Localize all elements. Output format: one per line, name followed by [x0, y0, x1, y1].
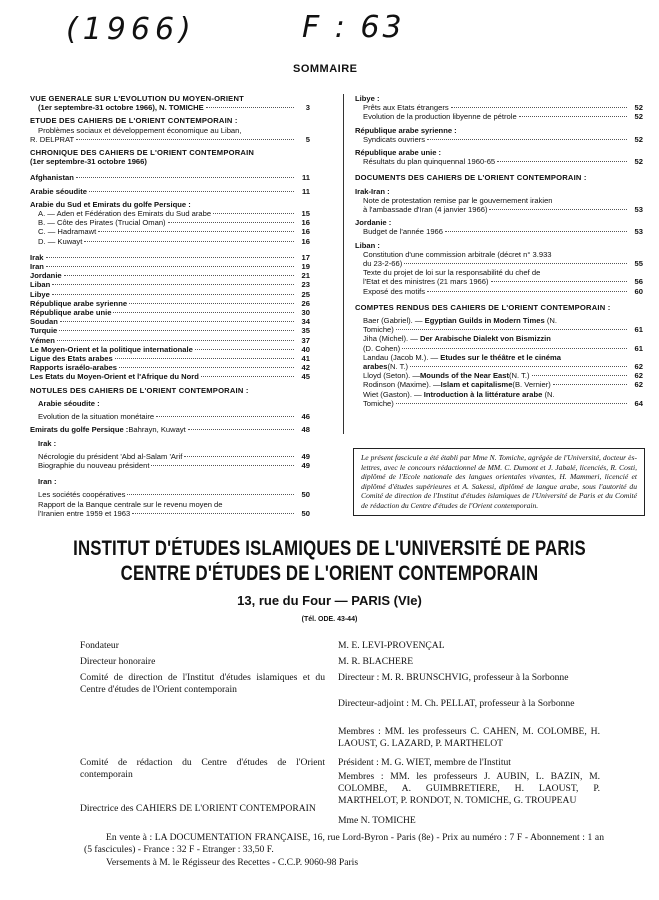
staff-role: Directrice des CAHIERS DE L'ORIENT CONTEMPORAIN [80, 803, 316, 814]
institute-title: INSTITUT D'ÉTUDES ISLAMIQUES DE L'UNIVERSITÉ DE PARIS [73, 537, 586, 560]
toc-entry: Rodinson (Maxime). — Islam et capitalisme (B. Vernier) 62 [363, 380, 643, 390]
etude-line: Problèmes sociaux et développement économique au Liban, [38, 125, 242, 135]
toc-entry: Turquie 35 [30, 326, 310, 336]
staff-name: Membres : MM. les professeurs C. CAHEN, M. COLOMBE, H. LAOUST, G. LAZARD, P. MARTHELOT [338, 726, 600, 750]
institute-telephone: (Tél. ODE. 43-44) [301, 616, 358, 623]
notules-title: NOTULES DES CAHIERS DE L'ORIENT CONTEMPORAIN : [30, 385, 249, 395]
liban-line: Texte du projet de loi sur la responsabilité du chef de [363, 268, 541, 278]
arabie-label: Arabie séoudite : [38, 398, 100, 408]
toc-entry: République arabe syrienne 26 [30, 298, 310, 308]
toc-entry: Iran 19 [30, 262, 310, 272]
toc-entry: (D. Cohen) 61 [363, 343, 643, 353]
jordanie-label: Jordanie : [355, 218, 392, 228]
toc-entry: B. — Côte des Pirates (Trucial Oman) 16 [38, 218, 310, 228]
toc-entry: Liban 23 [30, 280, 310, 290]
toc-entry: République arabe unie 30 [30, 308, 310, 318]
toc-entry: Le Moyen-Orient et la politique internationale 40 [30, 344, 310, 354]
toc-entry: (1er septembre-31 octobre 1966), N. TOMICHE 3 [38, 103, 310, 113]
review-line: Jiha (Michel). — Der Arabische Dialekt von Bismizzin [363, 334, 551, 344]
staff-name: Président : M. G. WIET, membre de l'Institut [338, 757, 511, 768]
iran-label: Iran : [38, 477, 57, 487]
irak-iran-line: Note de protestation remise par le gouvernement irakien [363, 195, 553, 205]
vue-generale-title: VUE GENERALE SUR L'EVOLUTION DU MOYEN-ORIENT [30, 94, 244, 103]
editorial-note-text: Le présent fascicule a été établi par Mme N. Tomiche, agrégée de l'Université, docteur ès-lettres, avec le concours rédactionnel de MM. C. Dumont et J. Jabalé, licenciés, R. Costi, diplômé de l'Ecole nationale des langues orientales vivantes, H. Mammeri, licencié et diplômé d'études supérieures et A. Sakessi, diplômé de langue arabe, sous l'autorité du Comité de direction de l'Institut d'études islamiques de l'Université de Paris et du Comité de rédaction du Centre d'études de l'Orient contemporain. [361, 453, 637, 510]
toc-entry: du 23-2-66) 55 [363, 259, 643, 269]
iran-line: Rapport de la Banque centrale sur le revenu moyen de [38, 499, 223, 509]
toc-entry: C. — Hadramawt 16 [38, 227, 310, 237]
staff-role: Comité de rédaction du Centre d'études de l'Orient contemporain [80, 757, 325, 781]
toc-entry: Tomiche) 61 [363, 325, 643, 335]
staff-role: Comité de direction de l'Institut d'études islamiques et du Centre d'études de l'Orient contemporain [80, 672, 325, 696]
rau-label: République arabe unie : [355, 148, 442, 158]
institute-address: 13, rue du Four — PARIS (VIe) [237, 593, 422, 608]
staff-role: Directeur honoraire [80, 656, 156, 667]
toc-entry: Evolution de la situation monétaire 46 [38, 412, 310, 422]
sommaire-heading: SOMMAIRE [293, 63, 358, 75]
staff-name: M. E. LEVI-PROVENÇAL [338, 640, 445, 651]
toc-entry: Syndicats ouvriers 52 [363, 134, 643, 144]
toc-entry: Résultats du plan quinquennal 1960-65 52 [363, 157, 643, 167]
toc-entry: Yémen 37 [30, 335, 310, 345]
toc-entry: l'Iranien entre 1959 et 1963 50 [38, 508, 310, 518]
comptes-rendus-title: COMPTES RENDUS DES CAHIERS DE L'ORIENT CONTEMPORAIN : [355, 302, 611, 312]
toc-entry: Tomiche) 64 [363, 398, 643, 408]
irak-label: Irak : [38, 438, 57, 448]
review-line: Baer (Gabriel). — Egyptian Guilds in Modern Times (N. [363, 316, 557, 326]
toc-entry: Soudan 34 [30, 317, 310, 327]
irak-iran-label: Irak-Iran : [355, 186, 390, 196]
chronique-dates: (1er septembre-31 octobre 1966) [30, 157, 147, 167]
toc-entry: Budget de l'année 1966 53 [363, 227, 643, 237]
toc-entry: Irak 17 [30, 252, 310, 262]
chronique-title: CHRONIQUE DES CAHIERS DE L'ORIENT CONTEMPORAIN [30, 148, 255, 158]
toc-entry: à l'ambassade d'Iran (4 janvier 1966) 53 [363, 205, 643, 215]
libye-label: Libye : [355, 94, 380, 103]
liban-label: Liban : [355, 240, 380, 250]
toc-entry: Exposé des motifs 60 [363, 286, 643, 296]
toc-entry: Les sociétés coopératives 50 [38, 490, 310, 500]
toc-entry: Evolution de la production libyenne de pétrole 52 [363, 112, 643, 122]
documents-title: DOCUMENTS DES CAHIERS DE L'ORIENT CONTEMPORAIN : [355, 173, 587, 183]
toc-entry: Afghanistan 11 [30, 173, 310, 183]
payment-info: Versements à M. le Régisseur des Recettes - C.C.P. 9060-98 Paris [106, 857, 359, 868]
staff-name: Membres : MM. les professeurs J. AUBIN, L. BAZIN, M. COLOMBE, A. GUIMBRETIERE, H. LAOUST, P. MARTHELOT, P. RONDOT, N. TOMICHE, G. TROUPEAU [338, 771, 600, 807]
toc-entry: Arabie séoudite 11 [30, 186, 310, 196]
handwritten-year: (1966) [66, 12, 196, 47]
toc-entry: Lloyd (Seton). — Mounds of the Near East (N. T.) 62 [363, 371, 643, 381]
etude-title: ETUDE DES CAHIERS DE L'ORIENT CONTEMPORAIN : [30, 116, 238, 126]
toc-entry: Libye 25 [30, 289, 310, 299]
staff-name: M. R. BLACHERE [338, 656, 414, 667]
review-line: Wiet (Gaston). — Introduction à la littérature arabe (N. [363, 389, 555, 399]
toc-entry: D. — Kuwayt 16 [38, 236, 310, 246]
toc-entry: Ligue des Etats arabes 41 [30, 354, 310, 364]
staff-name: Directeur : M. R. BRUNSCHVIG, professeur à la Sorbonne [338, 672, 569, 683]
rep-syrienne-label: République arabe syrienne : [355, 125, 457, 135]
arabie-sud-title: Arabie du Sud et Emirats du golfe Persique : [30, 199, 191, 209]
toc-entry: arabes (N. T.) 62 [363, 362, 643, 372]
toc-entry: A. — Aden et Fédération des Emirats du Sud arabe 15 [38, 209, 310, 219]
toc-entry: Emirats du golfe Persique : Bahrayn, Kuwayt 48 [30, 425, 310, 435]
review-line: Landau (Jacob M.). — Etudes sur le théâtre et le cinéma [363, 352, 561, 362]
staff-name: Directeur-adjoint : M. Ch. PELLAT, professeur à la Sorbonne [338, 698, 575, 709]
liban-line: Constitution d'une commission arbitrale (décret n° 3.933 [363, 249, 552, 259]
sales-info: En vente à : LA DOCUMENTATION FRANÇAISE, 16, rue Lord-Byron - Paris (8e) - Prix au numéro : 7 F - Abonnement : 1 an (5 fascicules) - France : 32 F - Etranger : 33,50 F. [84, 832, 604, 855]
toc-entry: Rapports israélo-arabes 42 [30, 363, 310, 373]
toc-entry: Jordanie 21 [30, 271, 310, 281]
centre-title: CENTRE D'ÉTUDES DE L'ORIENT CONTEMPORAIN [120, 562, 539, 585]
toc-entry: l'Etat et des ministres (21 mars 1966) 56 [363, 277, 643, 287]
toc-entry: Prêts aux Etats étrangers 52 [363, 103, 643, 113]
toc-entry: Nécrologie du président 'Abd al-Salam 'Arif 49 [38, 451, 310, 461]
toc-entry: Biographie du nouveau président 49 [38, 460, 310, 470]
toc-entry: R. DELPRAT 5 [30, 134, 310, 144]
staff-role: Fondateur [80, 640, 119, 651]
handwritten-reference: F : 63 [302, 10, 405, 45]
staff-name: Mme N. TOMICHE [338, 815, 416, 826]
toc-entry: Les Etats du Moyen-Orient et l'Afrique du Nord 45 [30, 372, 310, 382]
